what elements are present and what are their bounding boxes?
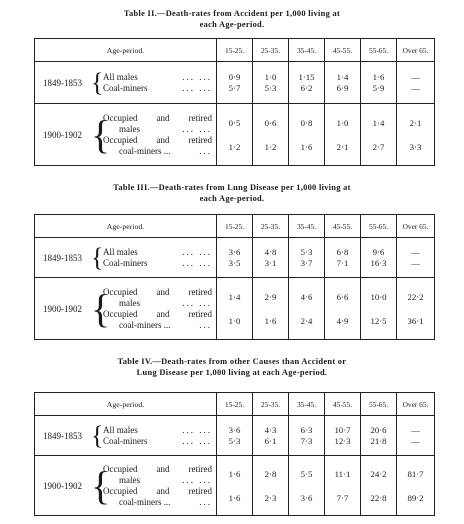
value-cell: 0·9 5·7 — [217, 62, 253, 104]
brace-icon: { — [91, 462, 111, 508]
value-cell: 0·8 1·6 — [289, 104, 325, 166]
caption-line: Table III.—Death-rates from Lung Disease per 1,000 living at — [113, 183, 351, 192]
table-row — [35, 238, 435, 278]
table-3-caption — [0, 182, 464, 204]
value-cell: 0·5 1·2 — [217, 104, 253, 166]
row-group-label — [35, 104, 217, 166]
value-cell: — — — [397, 62, 435, 104]
table-row — [35, 416, 435, 456]
table-header-row — [35, 39, 435, 62]
value-cell: 1·4 1·0 — [217, 278, 253, 340]
value-cell: 3·6 5·3 — [217, 416, 253, 456]
table-row — [35, 62, 435, 104]
value-cell: 10·0 12·5 — [361, 278, 397, 340]
value-cell: 1·6 1·6 — [217, 456, 253, 516]
value-cell: 10·7 12·3 — [325, 416, 361, 456]
column-header: 25-35. — [253, 215, 289, 238]
table-row — [35, 278, 435, 340]
value-cell: 4·3 6·1 — [253, 416, 289, 456]
column-header: 15-25. — [217, 39, 253, 62]
brace-icon: { — [91, 420, 104, 450]
value-cell: 6·8 7·1 — [325, 238, 361, 278]
column-header: 35-45. — [289, 39, 325, 62]
caption-line: each Age-period. — [199, 194, 265, 203]
row-label: Occupied and retired males ... ... — [103, 286, 212, 308]
row-label: Coal-miners ... ... — [103, 82, 212, 93]
value-cell: 4·8 3·1 — [253, 238, 289, 278]
period-label: 1849-1853 — [43, 430, 82, 441]
caption-line: each Age-period. — [199, 20, 265, 29]
column-header: 15-25. — [217, 393, 253, 416]
value-cell: 24·2 22·8 — [361, 456, 397, 516]
value-cell: 9·6 16·3 — [361, 238, 397, 278]
value-cell: 81·7 89·2 — [397, 456, 435, 516]
period-label: 1849-1853 — [43, 252, 82, 263]
value-cell: 2·8 2·3 — [253, 456, 289, 516]
table-header-row — [35, 393, 435, 416]
row-label: All males ... ... — [103, 246, 212, 257]
column-header: 25-35. — [253, 393, 289, 416]
column-header: 45-55. — [325, 39, 361, 62]
column-header: 35-45. — [289, 393, 325, 416]
table-row — [35, 104, 435, 166]
value-cell: 0·6 1·2 — [253, 104, 289, 166]
period-label: 1849-1853 — [43, 77, 82, 88]
row-label: All males ... ... — [103, 424, 212, 435]
column-header: 45-55. — [325, 215, 361, 238]
value-cell: 1·15 6·2 — [289, 62, 325, 104]
row-group-label — [35, 62, 217, 104]
row-label: Occupied and retired coal-miners ... ... — [103, 308, 212, 330]
row-label: Coal-miners ... ... — [103, 257, 212, 268]
value-cell: 2·1 3·3 — [397, 104, 435, 166]
column-header: 35-45. — [289, 215, 325, 238]
value-cell: 1·4 2·7 — [361, 104, 397, 166]
row-group-label — [35, 456, 217, 516]
value-cell: 1·4 6·9 — [325, 62, 361, 104]
row-group-label — [35, 238, 217, 278]
value-cell: 6·3 7·3 — [289, 416, 325, 456]
column-header: Over 65. — [397, 39, 435, 62]
brace-icon: { — [91, 111, 111, 157]
table-4 — [34, 392, 435, 516]
table-4-caption — [0, 356, 464, 378]
value-cell: 4·6 2·4 — [289, 278, 325, 340]
row-group-label — [35, 416, 217, 456]
value-cell: 20·6 21·8 — [361, 416, 397, 456]
column-header: Over 65. — [397, 393, 435, 416]
brace-icon: { — [91, 285, 111, 331]
value-cell: 11·1 7·7 — [325, 456, 361, 516]
value-cell: 1·6 5·9 — [361, 62, 397, 104]
age-period-header: Age-period. — [35, 393, 217, 416]
age-period-header: Age-period. — [35, 39, 217, 62]
column-header: 55-65. — [361, 393, 397, 416]
column-header: 55-65. — [361, 215, 397, 238]
column-header: Over 65. — [397, 215, 435, 238]
period-label: 1900-1902 — [43, 129, 82, 140]
table-3 — [34, 214, 435, 340]
period-label: 1900-1902 — [43, 480, 82, 491]
column-header: 45-55. — [325, 393, 361, 416]
value-cell: — — — [397, 238, 435, 278]
value-cell: 5·5 3·6 — [289, 456, 325, 516]
table-2-caption — [0, 8, 464, 30]
age-period-header: Age-period. — [35, 215, 217, 238]
column-header: 55-65. — [361, 39, 397, 62]
value-cell: 22·2 36·1 — [397, 278, 435, 340]
brace-icon: { — [91, 242, 104, 272]
table-header-row — [35, 215, 435, 238]
row-label: Occupied and retired coal-miners ... ... — [103, 134, 212, 156]
caption-line: Lung Disease per 1,000 living at each Age-period. — [136, 368, 328, 377]
row-label: Occupied and retired coal-miners ... ... — [103, 485, 212, 507]
value-cell: — — — [397, 416, 435, 456]
row-label: Occupied and retired males ... ... — [103, 463, 212, 485]
column-header: 15-25. — [217, 215, 253, 238]
table-row — [35, 456, 435, 516]
value-cell: 1·0 2·1 — [325, 104, 361, 166]
value-cell: 2·9 1·6 — [253, 278, 289, 340]
column-header: 25-35. — [253, 39, 289, 62]
row-label: All males ... ... — [103, 71, 212, 82]
caption-line: Table II.—Death-rates from Accident per 1,000 living at — [123, 9, 341, 18]
value-cell: 3·6 3·5 — [217, 238, 253, 278]
value-cell: 1·0 5·3 — [253, 62, 289, 104]
row-group-label — [35, 278, 217, 340]
row-label: Coal-miners ... ... — [103, 435, 212, 446]
caption-line: Table IV.—Death-rates from other Causes than Accident or — [117, 357, 347, 366]
row-label: Occupied and retired males ... ... — [103, 112, 212, 134]
value-cell: 5·3 3·7 — [289, 238, 325, 278]
period-label: 1900-1902 — [43, 303, 82, 314]
brace-icon: { — [91, 67, 104, 97]
value-cell: 6·6 4·9 — [325, 278, 361, 340]
table-2 — [34, 38, 435, 166]
